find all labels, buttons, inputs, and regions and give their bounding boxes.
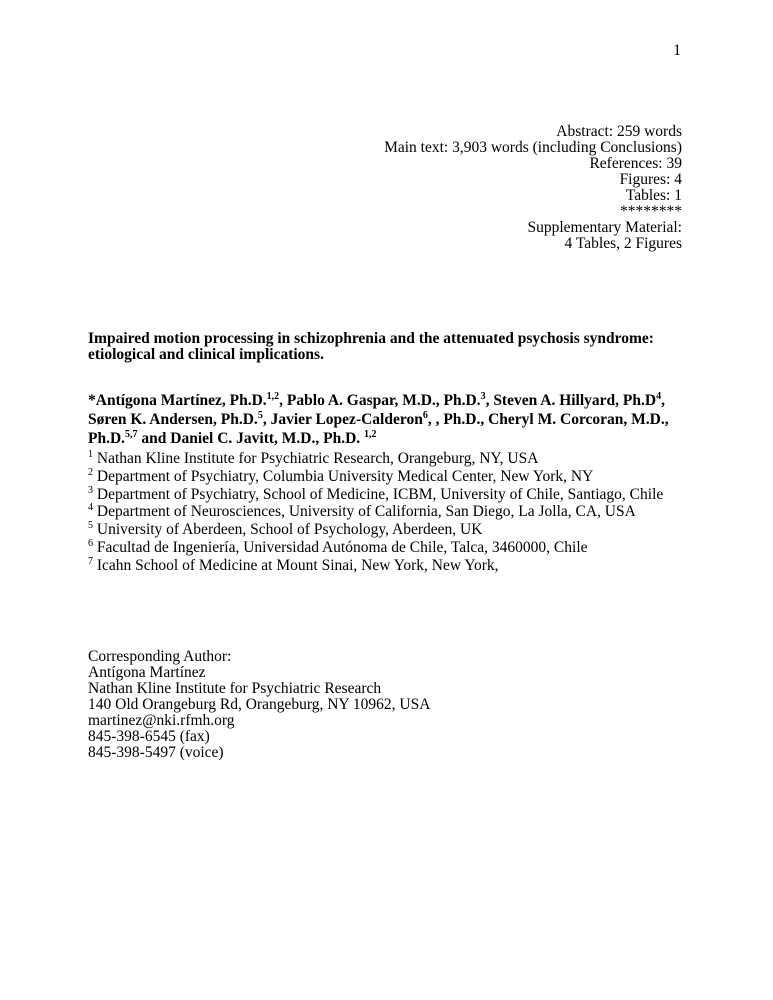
paper-title: Impaired motion processing in schizophrenia and the attenuated psychosis syndrome: etiological and clinical implications. — [88, 330, 654, 364]
author-text-segment: , Søren K. Andersen, Ph.D. — [88, 392, 665, 428]
author-text-segment: *Antígona Martínez, Ph.D. — [88, 392, 267, 409]
affiliation-number: 1 — [88, 448, 93, 460]
manuscript-stats-block — [384, 124, 682, 252]
affiliation-text: University of Aberdeen, School of Psychology, Aberdeen, UK — [93, 521, 483, 539]
corresponding-author-label: Corresponding Author: — [88, 648, 232, 665]
abstract-word-count: Abstract: 259 words — [556, 123, 682, 140]
affiliation-text: Department of Psychiatry, School of Medicine, ICBM, University of Chile, Santiago, Chile — [93, 485, 664, 503]
author-affiliation-superscript: 4 — [656, 390, 662, 402]
author-affiliation-superscript: 3 — [480, 390, 486, 402]
corresponding-author-address: 140 Old Orangeburg Rd, Orangeburg, NY 10962, USA — [88, 696, 431, 713]
author-list — [88, 391, 684, 448]
figures-count: Figures: 4 — [619, 171, 682, 188]
author-text-segment: , Pablo A. Gaspar, M.D., Ph.D. — [279, 392, 481, 409]
author-text-segment: , Steven A. Hillyard, Ph.D — [485, 392, 657, 409]
affiliation-line — [88, 468, 748, 486]
author-affiliation-superscript: 1,2 — [364, 428, 377, 440]
affiliation-number: 2 — [88, 466, 93, 478]
author-affiliation-superscript: 5,7 — [125, 428, 138, 440]
corresponding-author-email: martinez@nki.rfmh.org — [88, 712, 235, 729]
affiliation-line — [88, 539, 748, 557]
author-text-segment: , Javier Lopez-Calderon — [262, 411, 423, 428]
affiliation-text: Department of Neurosciences, University of California, San Diego, La Jolla, CA, USA — [93, 503, 636, 521]
author-affiliation-superscript: 1,2 — [266, 390, 280, 402]
affiliation-line — [88, 557, 748, 575]
corresponding-author-institution: Nathan Kline Institute for Psychiatric Research — [88, 680, 382, 697]
affiliation-number: 3 — [88, 484, 93, 496]
author-text-segment: and Daniel C. Javitt, M.D., Ph.D. — [137, 430, 365, 447]
affiliations-list — [88, 450, 748, 575]
tables-count: Tables: 1 — [625, 187, 682, 204]
affiliation-number: 7 — [88, 555, 93, 567]
supplementary-material-label: Supplementary Material: — [527, 219, 682, 236]
corresponding-author-block — [88, 649, 430, 761]
supplementary-material-count: 4 Tables, 2 Figures — [564, 235, 682, 252]
affiliation-line — [88, 486, 748, 504]
page-number: 1 — [673, 42, 681, 59]
references-count: References: 39 — [589, 155, 682, 172]
affiliation-text: Department of Psychiatry, Columbia University Medical Center, New York, NY — [93, 467, 594, 485]
main-text-word-count: Main text: 3,903 words (including Conclusions) — [384, 139, 682, 156]
affiliation-number: 5 — [88, 520, 93, 532]
corresponding-author-phone: 845-398-5497 (voice) — [88, 744, 224, 761]
affiliation-number: 6 — [88, 537, 93, 549]
affiliation-line — [88, 450, 748, 468]
author-affiliation-superscript: 6 — [422, 409, 428, 421]
author-affiliation-superscript: 5 — [257, 409, 263, 421]
asterisk-divider: ******** — [620, 203, 682, 220]
affiliation-line — [88, 503, 748, 521]
affiliation-number: 4 — [88, 502, 93, 514]
affiliation-text: Nathan Kline Institute for Psychiatric Research, Orangeburg, NY, USA — [93, 450, 539, 467]
affiliation-text: Facultad de Ingeniería, Universidad Autónoma de Chile, Talca, 3460000, Chile — [93, 538, 588, 556]
corresponding-author-fax: 845-398-6545 (fax) — [88, 728, 210, 745]
affiliation-text: Icahn School of Medicine at Mount Sinai, New York, New York, — [93, 556, 499, 574]
author-text-segment: , , Ph.D., Cheryl M. Corcoran, M.D., Ph.D. — [88, 411, 669, 447]
corresponding-author-name: Antígona Martínez — [88, 664, 206, 681]
affiliation-line — [88, 521, 748, 539]
